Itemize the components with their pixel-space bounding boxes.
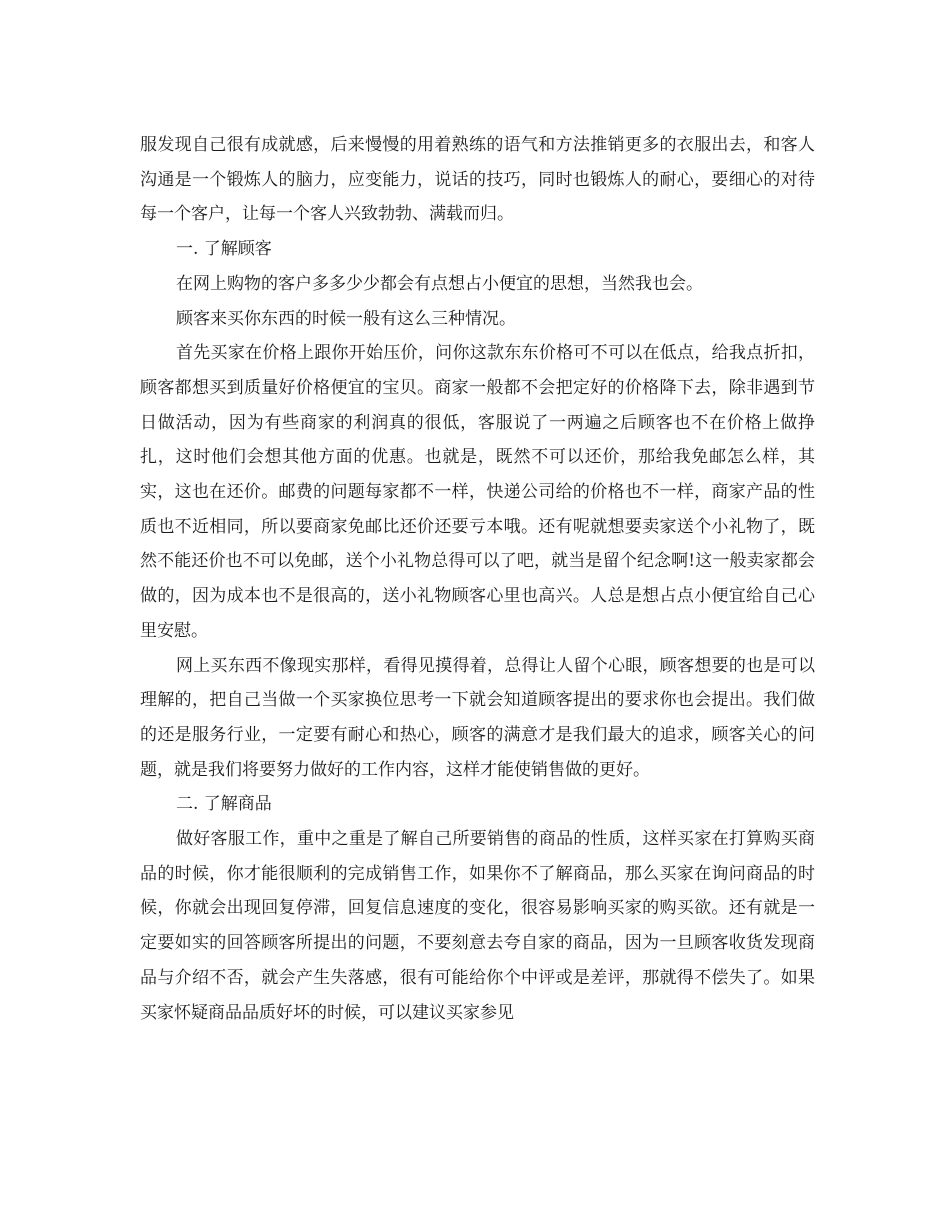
document-body — [140, 128, 815, 1030]
paragraph: 做好客服工作，重中之重是了解自己所要销售的商品的性质，这样买家在打算购买商品的时候，你才能很顺利的完成销售工作，如果你不了解商品，那么买家在询问商品的时候，你就会出现回复停滞，回复信息速度的变化，很容易影响买家的购买欲。还有就是一定要如实的回答顾客所提出的问题，不要刻意去夸自家的商品，因为一旦顾客收货发现商品与介绍不否，就会产生失落感，很有可能给你个中评或是差评，那就得不偿失了。如果买家怀疑商品品质好坏的时候，可以建议买家参见 — [140, 829, 815, 1023]
section-heading-know-products: 二. 了解商品 — [176, 794, 272, 815]
section-heading-know-customers: 一. 了解顾客 — [176, 239, 272, 260]
paragraph-continuation: 服发现自己很有成就感，后来慢慢的用着熟练的语气和方法推销更多的衣服出去，和客人沟通是一个锻炼人的脑力，应变能力，说话的技巧，同时也锻炼人的耐心，要细心的对待每一个客户，让每一个客人兴致勃勃、满载而归。 — [140, 135, 815, 225]
paragraph: 网上买东西不像现实那样，看得见摸得着，总得让人留个心眼，顾客想要的也是可以理解的，把自己当做一个买家换位思考一下就会知道顾客提出的要求你也会提出。我们做的还是服务行业，一定要有耐心和热心，顾客的满意才是我们最大的追求，顾客关心的问题，就是我们将要努力做好的工作内容，这样才能使销售做的更好。 — [140, 655, 815, 780]
paragraph: 在网上购物的客户多多少少都会有点想占小便宜的思想，当然我也会。 — [176, 273, 703, 294]
paragraph: 首先买家在价格上跟你开始压价，问你这款东东价格可不可以在低点，给我点折扣，顾客都想买到质量好价格便宜的宝贝。商家一般都不会把定好的价格降下去，除非遇到节日做活动，因为有些商家的利润真的很低，客服说了一两遍之后顾客也不在价格上做挣扎，这时他们会想其他方面的优惠。也就是，既然不可以还价，那给我免邮怎么样，其实，这也在还价。邮费的问题每家都不一样，快递公司给的价格也不一样，商家产品的性质也不近相同，所以要商家免邮比还价还要亏本哦。还有呢就想要卖家送个小礼物了，既然不能还价也不可以免邮，送个小礼物总得可以了吧，就当是留个纪念啊!这一般卖家都会做的，因为成本也不是很高的，送小礼物顾客心里也高兴。人总是想占点小便宜给自己心里安慰。 — [140, 343, 815, 641]
paragraph: 顾客来买你东西的时候一般有这么三种情况。 — [176, 308, 516, 329]
